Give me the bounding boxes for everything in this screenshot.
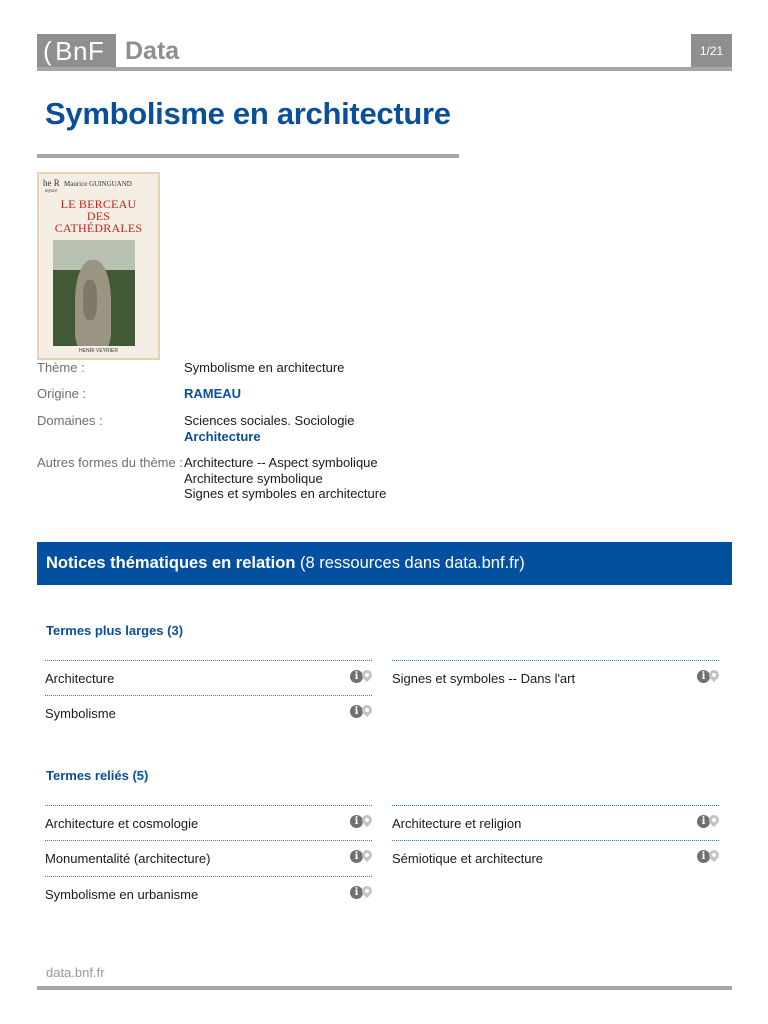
- info-icon[interactable]: i: [697, 850, 710, 863]
- section-title: Notices thématiques en relation: [46, 554, 296, 572]
- list-item[interactable]: [45, 695, 372, 730]
- header-divider: [37, 67, 732, 71]
- book-cover[interactable]: [37, 172, 160, 360]
- broader-terms-heading: Termes plus larges (3): [46, 623, 184, 638]
- related-term-link[interactable]: Monumentalité (architecture): [45, 851, 211, 866]
- list-item[interactable]: [392, 660, 719, 695]
- logo-bracket: (: [43, 36, 53, 66]
- cover-title-line: CATHÉDRALES: [54, 221, 143, 235]
- domains-values: [184, 413, 355, 444]
- list-item[interactable]: [45, 805, 372, 840]
- broader-term-link[interactable]: Signes et symboles -- Dans l'art: [392, 671, 576, 686]
- other-form-item: Signes et symboles en architecture: [184, 486, 387, 501]
- map-pin-icon[interactable]: [707, 668, 721, 682]
- broader-term-link[interactable]: Architecture: [45, 671, 115, 686]
- map-pin-icon[interactable]: [360, 884, 374, 898]
- list-item[interactable]: [45, 840, 372, 875]
- info-icon[interactable]: i: [350, 670, 363, 683]
- map-pin-icon[interactable]: [707, 813, 721, 827]
- section-count: (8 ressources dans data.bnf.fr): [300, 554, 525, 572]
- cover-author-mark: he R: [43, 178, 60, 188]
- domain-link-architecture[interactable]: Architecture: [184, 428, 261, 444]
- related-terms-heading: Termes reliés (5): [46, 768, 149, 783]
- origin-label: Origine :: [37, 386, 87, 401]
- brand-data: Data: [125, 37, 180, 65]
- cover-title-line: LE BERCEAU: [60, 197, 137, 211]
- list-item[interactable]: [45, 876, 372, 911]
- map-pin-icon[interactable]: [707, 848, 721, 862]
- list-item[interactable]: [45, 660, 372, 695]
- origin-link[interactable]: RAMEAU: [184, 386, 242, 401]
- footer-divider: [37, 986, 732, 990]
- theme-value: Symbolisme en architecture: [184, 360, 345, 375]
- cover-small-text: mysce: [45, 189, 58, 194]
- info-icon[interactable]: i: [697, 670, 710, 683]
- cover-title-line: DES: [86, 209, 111, 223]
- other-form-item: Architecture symbolique: [184, 470, 323, 486]
- info-icon[interactable]: i: [350, 886, 363, 899]
- map-pin-icon[interactable]: [360, 848, 374, 862]
- list-item[interactable]: [392, 805, 719, 840]
- other-forms-values: [184, 455, 386, 502]
- page-number: 1/21: [691, 34, 732, 69]
- cover-author: Maurice GUINGUAND: [64, 180, 132, 188]
- info-icon[interactable]: i: [350, 815, 363, 828]
- cover-photo: [53, 240, 135, 346]
- related-term-link[interactable]: Architecture et cosmologie: [45, 816, 199, 831]
- cover-publisher: HENRI VEYRIER: [79, 348, 118, 354]
- title-divider: [37, 154, 459, 158]
- broader-term-link[interactable]: Symbolisme: [45, 706, 116, 721]
- other-forms-label: Autres formes du thème :: [37, 455, 183, 470]
- map-pin-icon[interactable]: [360, 813, 374, 827]
- info-icon[interactable]: i: [350, 850, 363, 863]
- cover-title: [39, 198, 158, 234]
- logo-text: BnF: [55, 36, 105, 66]
- page-header: [37, 34, 732, 71]
- list-item[interactable]: [392, 840, 719, 875]
- page-title: Symbolisme en architecture: [45, 96, 451, 131]
- other-form-item: Architecture -- Aspect symbolique: [184, 455, 378, 470]
- bnf-logo[interactable]: [37, 34, 116, 69]
- related-term-link[interactable]: Architecture et religion: [392, 816, 522, 831]
- map-pin-icon[interactable]: [360, 703, 374, 717]
- related-term-link[interactable]: Symbolisme en urbanisme: [45, 887, 199, 902]
- domains-label: Domaines :: [37, 413, 103, 428]
- footer-site-link[interactable]: data.bnf.fr: [46, 965, 105, 980]
- related-notices-bar: [37, 542, 732, 585]
- domain-item: Sciences sociales. Sociologie: [184, 413, 355, 428]
- theme-label: Thème :: [37, 360, 85, 375]
- map-pin-icon[interactable]: [360, 668, 374, 682]
- info-icon[interactable]: i: [350, 705, 363, 718]
- info-icon[interactable]: i: [697, 815, 710, 828]
- related-term-link[interactable]: Sémiotique et architecture: [392, 851, 544, 866]
